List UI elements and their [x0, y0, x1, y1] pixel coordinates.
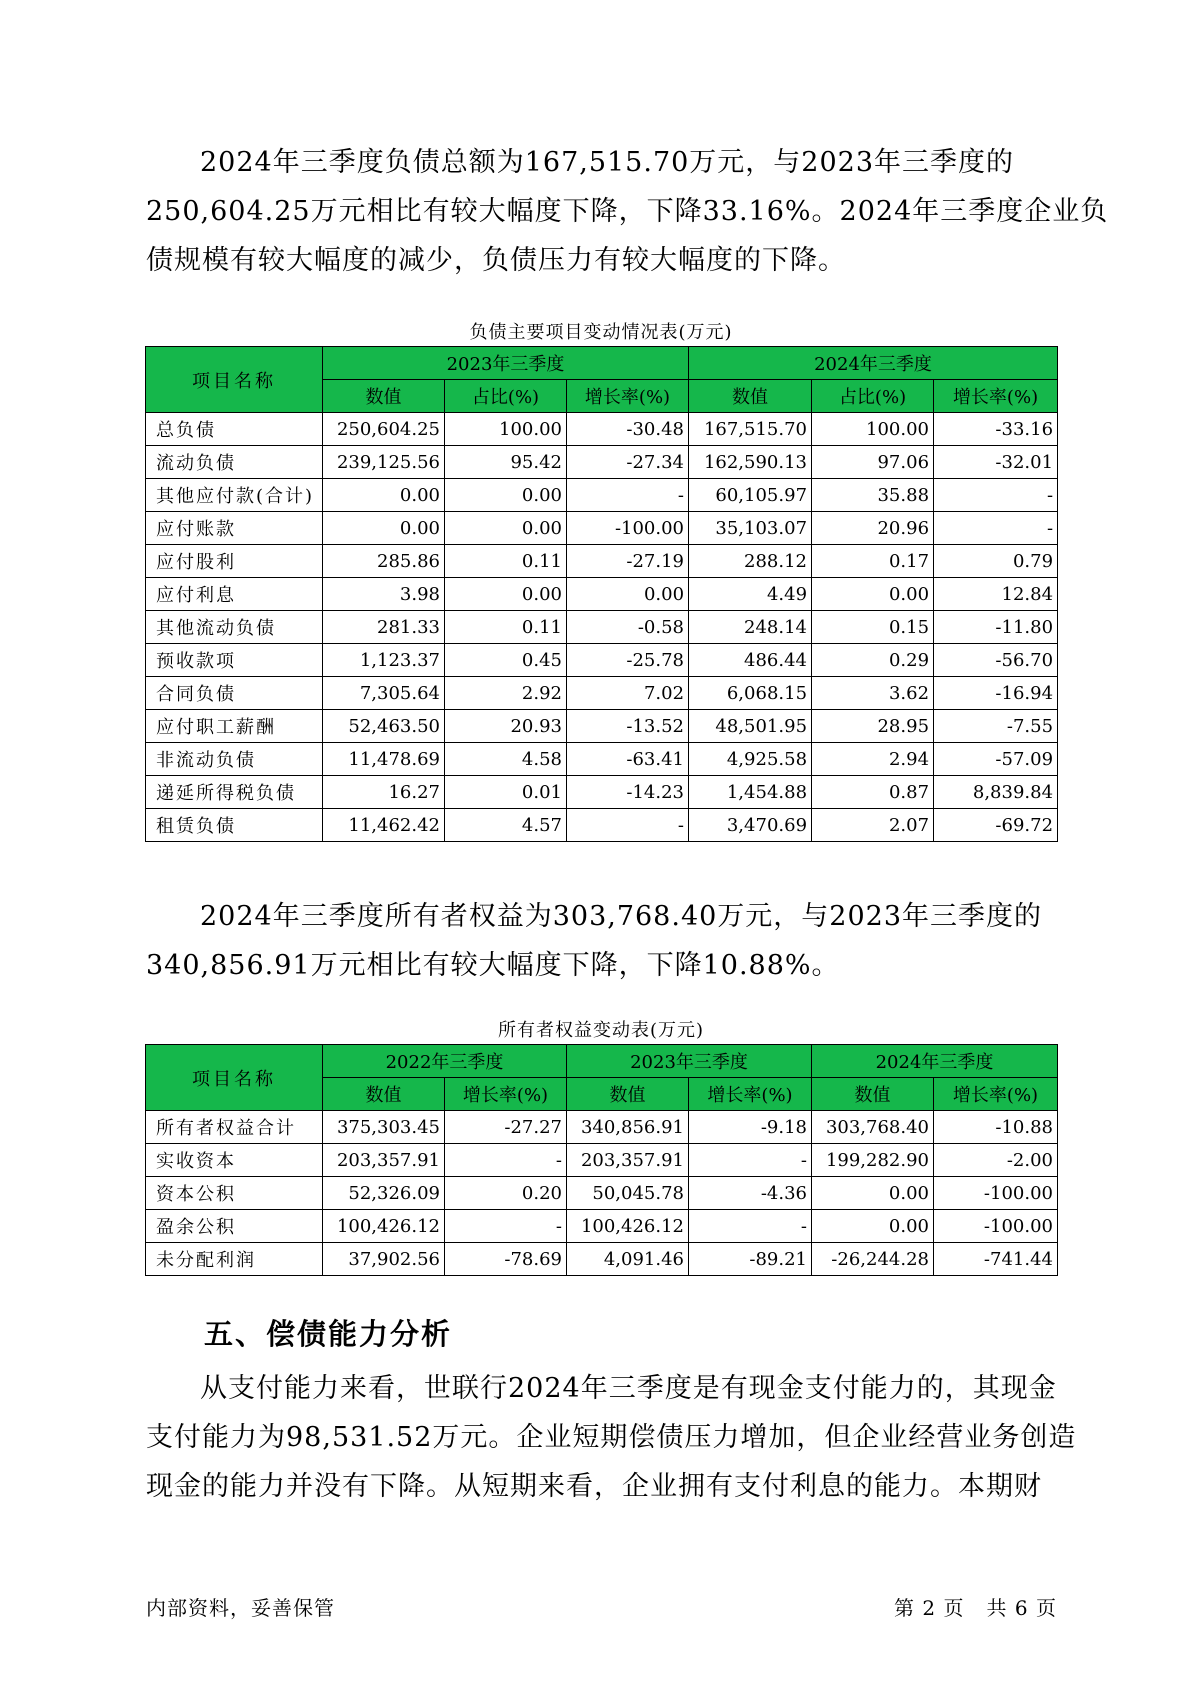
table-cell: 0.20	[445, 1177, 567, 1210]
paragraph-line: 250,604.25万元相比有较大幅度下降，下降33.16%。2024年三季度企业负	[146, 196, 1109, 227]
table-cell: -	[689, 1210, 812, 1243]
table-cell: 16.27	[323, 776, 445, 809]
table-cell: -	[567, 479, 689, 512]
paragraph-line: 2024年三季度负债总额为167,515.70万元，与2023年三季度的	[200, 147, 1015, 178]
table-cell: 0.17	[812, 545, 934, 578]
table-cell: 97.06	[812, 446, 934, 479]
table-cell: 100.00	[812, 413, 934, 446]
table-cell: 4.58	[445, 743, 567, 776]
table-caption-equity: 所有者权益变动表(万元)	[497, 1020, 705, 1041]
table-cell: 0.00	[445, 479, 567, 512]
row-label: 预收款项	[146, 644, 323, 677]
table-row	[146, 413, 1058, 446]
table-cell: 0.45	[445, 644, 567, 677]
row-label: 应付股利	[146, 545, 323, 578]
table-cell: 162,590.13	[689, 446, 812, 479]
table-cell: 2.94	[812, 743, 934, 776]
table-cell: -33.16	[934, 413, 1058, 446]
table-row	[146, 578, 1058, 611]
row-label: 盈余公积	[146, 1210, 323, 1243]
table-cell: 6,068.15	[689, 677, 812, 710]
table-cell: 11,478.69	[323, 743, 445, 776]
table-cell: 20.96	[812, 512, 934, 545]
table-cell: 3.62	[812, 677, 934, 710]
table-row	[146, 1243, 1058, 1276]
table-cell: 303,768.40	[812, 1111, 934, 1144]
table-cell: -30.48	[567, 413, 689, 446]
table-row	[146, 710, 1058, 743]
paragraph-liabilities-summary	[146, 138, 1109, 285]
table-cell: 199,282.90	[812, 1144, 934, 1177]
column-header-item-name: 项目名称	[146, 1045, 323, 1111]
table-row	[146, 446, 1058, 479]
table-row	[146, 1144, 1058, 1177]
column-header-item-name: 项目名称	[146, 347, 323, 413]
table-row	[146, 809, 1058, 842]
table-row	[146, 1111, 1058, 1144]
row-label: 递延所得税负债	[146, 776, 323, 809]
table-cell: -26,244.28	[812, 1243, 934, 1276]
table-row	[146, 677, 1058, 710]
column-header: 增长率(%)	[689, 1078, 812, 1111]
table-cell: -25.78	[567, 644, 689, 677]
table-cell: 0.87	[812, 776, 934, 809]
table-cell: 4,091.46	[567, 1243, 689, 1276]
column-group-header: 2023年三季度	[567, 1045, 812, 1078]
table-cell: 100,426.12	[567, 1210, 689, 1243]
table-cell: -4.36	[689, 1177, 812, 1210]
table-cell: 0.00	[812, 578, 934, 611]
column-header: 占比(%)	[812, 380, 934, 413]
paragraph-line: 现金的能力并没有下降。从短期来看，企业拥有支付利息的能力。本期财	[146, 1471, 1042, 1502]
table-cell: 35,103.07	[689, 512, 812, 545]
column-header: 数值	[323, 380, 445, 413]
table-cell: 1,123.37	[323, 644, 445, 677]
table-cell: 20.93	[445, 710, 567, 743]
table-cell: 4.57	[445, 809, 567, 842]
column-header: 数值	[567, 1078, 689, 1111]
table-cell: -78.69	[445, 1243, 567, 1276]
table-cell: 0.00	[445, 512, 567, 545]
table-cell: 203,357.91	[323, 1144, 445, 1177]
equity-table	[145, 1044, 1058, 1276]
table-cell: 285.86	[323, 545, 445, 578]
table-cell: -	[445, 1144, 567, 1177]
table-cell: 0.15	[812, 611, 934, 644]
liabilities-table	[145, 346, 1058, 842]
table-cell: 3,470.69	[689, 809, 812, 842]
table-row	[146, 644, 1058, 677]
table-cell: -741.44	[934, 1243, 1058, 1276]
column-header: 数值	[323, 1078, 445, 1111]
row-label: 所有者权益合计	[146, 1111, 323, 1144]
table-row	[146, 1177, 1058, 1210]
row-label: 资本公积	[146, 1177, 323, 1210]
table-cell: 0.11	[445, 545, 567, 578]
table-cell: -16.94	[934, 677, 1058, 710]
row-label: 实收资本	[146, 1144, 323, 1177]
table-cell: -	[567, 809, 689, 842]
table-cell: 0.00	[445, 578, 567, 611]
table-cell: 203,357.91	[567, 1144, 689, 1177]
table-cell: 340,856.91	[567, 1111, 689, 1144]
table-cell: -7.55	[934, 710, 1058, 743]
table-cell: -69.72	[934, 809, 1058, 842]
table-cell: -27.27	[445, 1111, 567, 1144]
paragraph-line: 2024年三季度所有者权益为303,768.40万元，与2023年三季度的	[200, 901, 1043, 932]
footer-confidential-note: 内部资料，妥善保管	[146, 1596, 335, 1620]
table-cell: -57.09	[934, 743, 1058, 776]
paragraph-solvency	[146, 1364, 1077, 1511]
column-header: 增长率(%)	[934, 380, 1058, 413]
row-label: 流动负债	[146, 446, 323, 479]
paragraph-line: 从支付能力来看，世联行2024年三季度是有现金支付能力的，其现金	[200, 1373, 1057, 1404]
column-group-header: 2024年三季度	[812, 1045, 1058, 1078]
table-cell: -27.34	[567, 446, 689, 479]
footer-page-number: 第 2 页 共 6 页	[894, 1596, 1057, 1620]
row-label: 应付职工薪酬	[146, 710, 323, 743]
table-row	[146, 743, 1058, 776]
table-cell: 4.49	[689, 578, 812, 611]
table-cell: 375,303.45	[323, 1111, 445, 1144]
table-caption-liabilities: 负债主要项目变动情况表(万元)	[469, 322, 733, 343]
table-cell: 0.79	[934, 545, 1058, 578]
table-cell: -	[934, 479, 1058, 512]
table-cell: -56.70	[934, 644, 1058, 677]
column-header: 数值	[689, 380, 812, 413]
table-cell: -9.18	[689, 1111, 812, 1144]
table-cell: 0.00	[323, 479, 445, 512]
table-cell: 37,902.56	[323, 1243, 445, 1276]
table-cell: -100.00	[934, 1177, 1058, 1210]
paragraph-line: 债规模有较大幅度的减少，负债压力有较大幅度的下降。	[146, 245, 846, 276]
table-cell: 167,515.70	[689, 413, 812, 446]
table-cell: -100.00	[567, 512, 689, 545]
table-cell: 2.07	[812, 809, 934, 842]
table-cell: 0.29	[812, 644, 934, 677]
row-label: 总负债	[146, 413, 323, 446]
row-label: 非流动负债	[146, 743, 323, 776]
table-cell: 0.00	[812, 1177, 934, 1210]
table-cell: 7.02	[567, 677, 689, 710]
table-cell: 288.12	[689, 545, 812, 578]
section-heading: 五、偿债能力分析	[204, 1317, 453, 1351]
table-cell: -11.80	[934, 611, 1058, 644]
paragraph-equity-summary	[146, 892, 1056, 990]
table-cell: 0.00	[323, 512, 445, 545]
paragraph-line: 支付能力为98,531.52万元。企业短期偿债压力增加，但企业经营业务创造	[146, 1422, 1077, 1453]
table-cell: -32.01	[934, 446, 1058, 479]
table-cell: 0.00	[567, 578, 689, 611]
table-cell: 95.42	[445, 446, 567, 479]
table-cell: -0.58	[567, 611, 689, 644]
column-group-header: 2023年三季度	[323, 347, 689, 380]
table-cell: -10.88	[934, 1111, 1058, 1144]
column-group-header: 2024年三季度	[689, 347, 1058, 380]
table-row	[146, 1210, 1058, 1243]
table-cell: 4,925.58	[689, 743, 812, 776]
table-cell: 52,326.09	[323, 1177, 445, 1210]
table-cell: -27.19	[567, 545, 689, 578]
table-cell: -	[445, 1210, 567, 1243]
row-label: 应付账款	[146, 512, 323, 545]
table-cell: 50,045.78	[567, 1177, 689, 1210]
row-label: 租赁负债	[146, 809, 323, 842]
table-cell: 7,305.64	[323, 677, 445, 710]
table-cell: -63.41	[567, 743, 689, 776]
table-cell: 281.33	[323, 611, 445, 644]
table-row	[146, 611, 1058, 644]
table-row	[146, 776, 1058, 809]
table-cell: 0.11	[445, 611, 567, 644]
table-cell: -14.23	[567, 776, 689, 809]
table-cell: -	[934, 512, 1058, 545]
table-cell: 0.00	[812, 1210, 934, 1243]
table-cell: 248.14	[689, 611, 812, 644]
table-cell: 35.88	[812, 479, 934, 512]
table-cell: 52,463.50	[323, 710, 445, 743]
table-cell: 48,501.95	[689, 710, 812, 743]
table-cell: 3.98	[323, 578, 445, 611]
row-label: 其他流动负债	[146, 611, 323, 644]
table-cell: 28.95	[812, 710, 934, 743]
table-cell: -100.00	[934, 1210, 1058, 1243]
row-label: 合同负债	[146, 677, 323, 710]
column-header: 占比(%)	[445, 380, 567, 413]
table-cell: 8,839.84	[934, 776, 1058, 809]
table-cell: 11,462.42	[323, 809, 445, 842]
row-label: 未分配利润	[146, 1243, 323, 1276]
column-header: 增长率(%)	[934, 1078, 1058, 1111]
table-cell: 2.92	[445, 677, 567, 710]
table-cell: 100.00	[445, 413, 567, 446]
column-header: 数值	[812, 1078, 934, 1111]
table-row	[146, 545, 1058, 578]
table-cell: 486.44	[689, 644, 812, 677]
table-cell: 12.84	[934, 578, 1058, 611]
table-cell: -2.00	[934, 1144, 1058, 1177]
table-cell: 60,105.97	[689, 479, 812, 512]
table-cell: 100,426.12	[323, 1210, 445, 1243]
row-label: 应付利息	[146, 578, 323, 611]
table-row	[146, 512, 1058, 545]
table-cell: 239,125.56	[323, 446, 445, 479]
table-cell: -89.21	[689, 1243, 812, 1276]
row-label: 其他应付款(合计)	[146, 479, 323, 512]
table-row	[146, 479, 1058, 512]
table-cell: 250,604.25	[323, 413, 445, 446]
table-cell: 1,454.88	[689, 776, 812, 809]
paragraph-line: 340,856.91万元相比有较大幅度下降，下降10.88%。	[146, 950, 840, 981]
column-header: 增长率(%)	[445, 1078, 567, 1111]
table-cell: -13.52	[567, 710, 689, 743]
column-header: 增长率(%)	[567, 380, 689, 413]
table-cell: 0.01	[445, 776, 567, 809]
column-group-header: 2022年三季度	[323, 1045, 567, 1078]
table-cell: -	[689, 1144, 812, 1177]
